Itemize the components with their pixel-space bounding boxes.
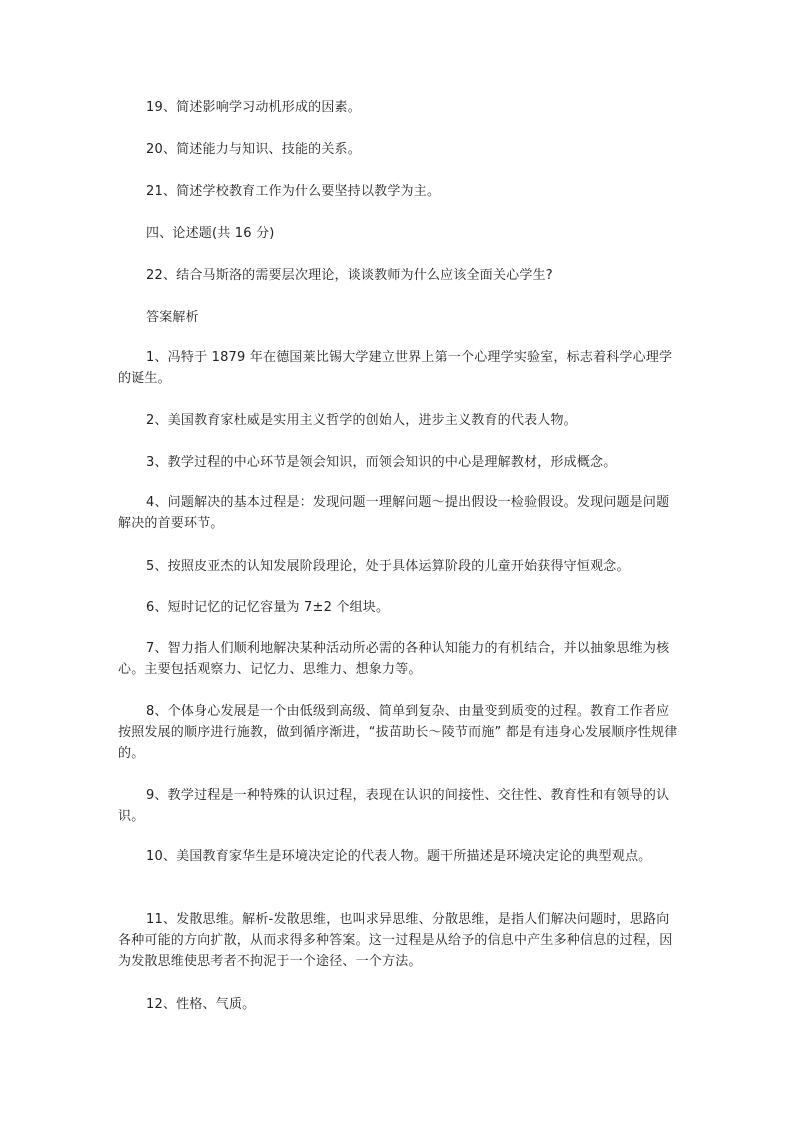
answer-8: 8、个体身心发展是一个由低级到高级、简单到复杂、由量变到质变的过程。教育工作者应按照发展的顺序进行施教，做到循序渐进，“拔苗助长～陵节而施” 都是有违身心发展顺序性规律的。 bbox=[118, 704, 678, 761]
answer-7: 7、智力指人们顺利地解决某种活动所必需的各种认知能力的有机结合，并以抽象思维为核心。主要包括观察力、记忆力、思维力、想象力等。 bbox=[118, 641, 670, 677]
section-heading: 四、论述题(共 16 分) bbox=[146, 226, 275, 241]
answer-5: 5、按照皮亚杰的认知发展阶段理论，处于具体运算阶段的儿童开始获得守恒观念。 bbox=[146, 559, 630, 574]
answers-heading: 答案解析 bbox=[146, 310, 199, 325]
question-19: 19、简述影响学习动机形成的因素。 bbox=[146, 100, 361, 115]
answer-12: 12、性格、气质。 bbox=[146, 997, 256, 1012]
answer-2: 2、美国教育家杜威是实用主义哲学的创始人，进步主义教育的代表人物。 bbox=[146, 413, 577, 428]
question-20: 20、简述能力与知识、技能的关系。 bbox=[146, 142, 361, 157]
essay-question-22: 22、结合马斯洛的需要层次理论，谈谈教师为什么应该全面关心学生? bbox=[146, 268, 553, 283]
answer-10: 10、美国教育家华生是环境决定论的代表人物。题干所描述是环境决定论的典型观点。 bbox=[146, 849, 652, 864]
answer-9: 9、教学过程是一种特殊的认识过程，表现在认识的间接性、交往性、教育性和有领导的认识。 bbox=[118, 788, 670, 824]
answer-3: 3、教学过程的中心环节是领会知识，而领会知识的中心是理解教材，形成概念。 bbox=[146, 455, 617, 470]
question-21: 21、简述学校教育工作为什么要坚持以教学为主。 bbox=[146, 184, 441, 199]
answer-1: 1、冯特于 1879 年在德国莱比锡大学建立世界上第一个心理学实验室，标志着科学心理学的诞生。 bbox=[118, 350, 673, 386]
answer-6: 6、短时记忆的记忆容量为 7±2 个组块。 bbox=[146, 600, 390, 615]
answer-4: 4、问题解决的基本过程是：发现问题一理解问题～提出假设一检验假设。发现问题是问题解决的首要环节。 bbox=[118, 495, 670, 531]
answer-11: 11、发散思维。解析-发散思维，也叫求异思维、分散思维，是指人们解决问题时，思路向各种可能的方向扩散，从而求得多种答案。这一过程是从给予的信息中产生多种信息的过程，因为发散思维使思考者不拘泥于一个途径、一个方法。 bbox=[118, 912, 673, 969]
